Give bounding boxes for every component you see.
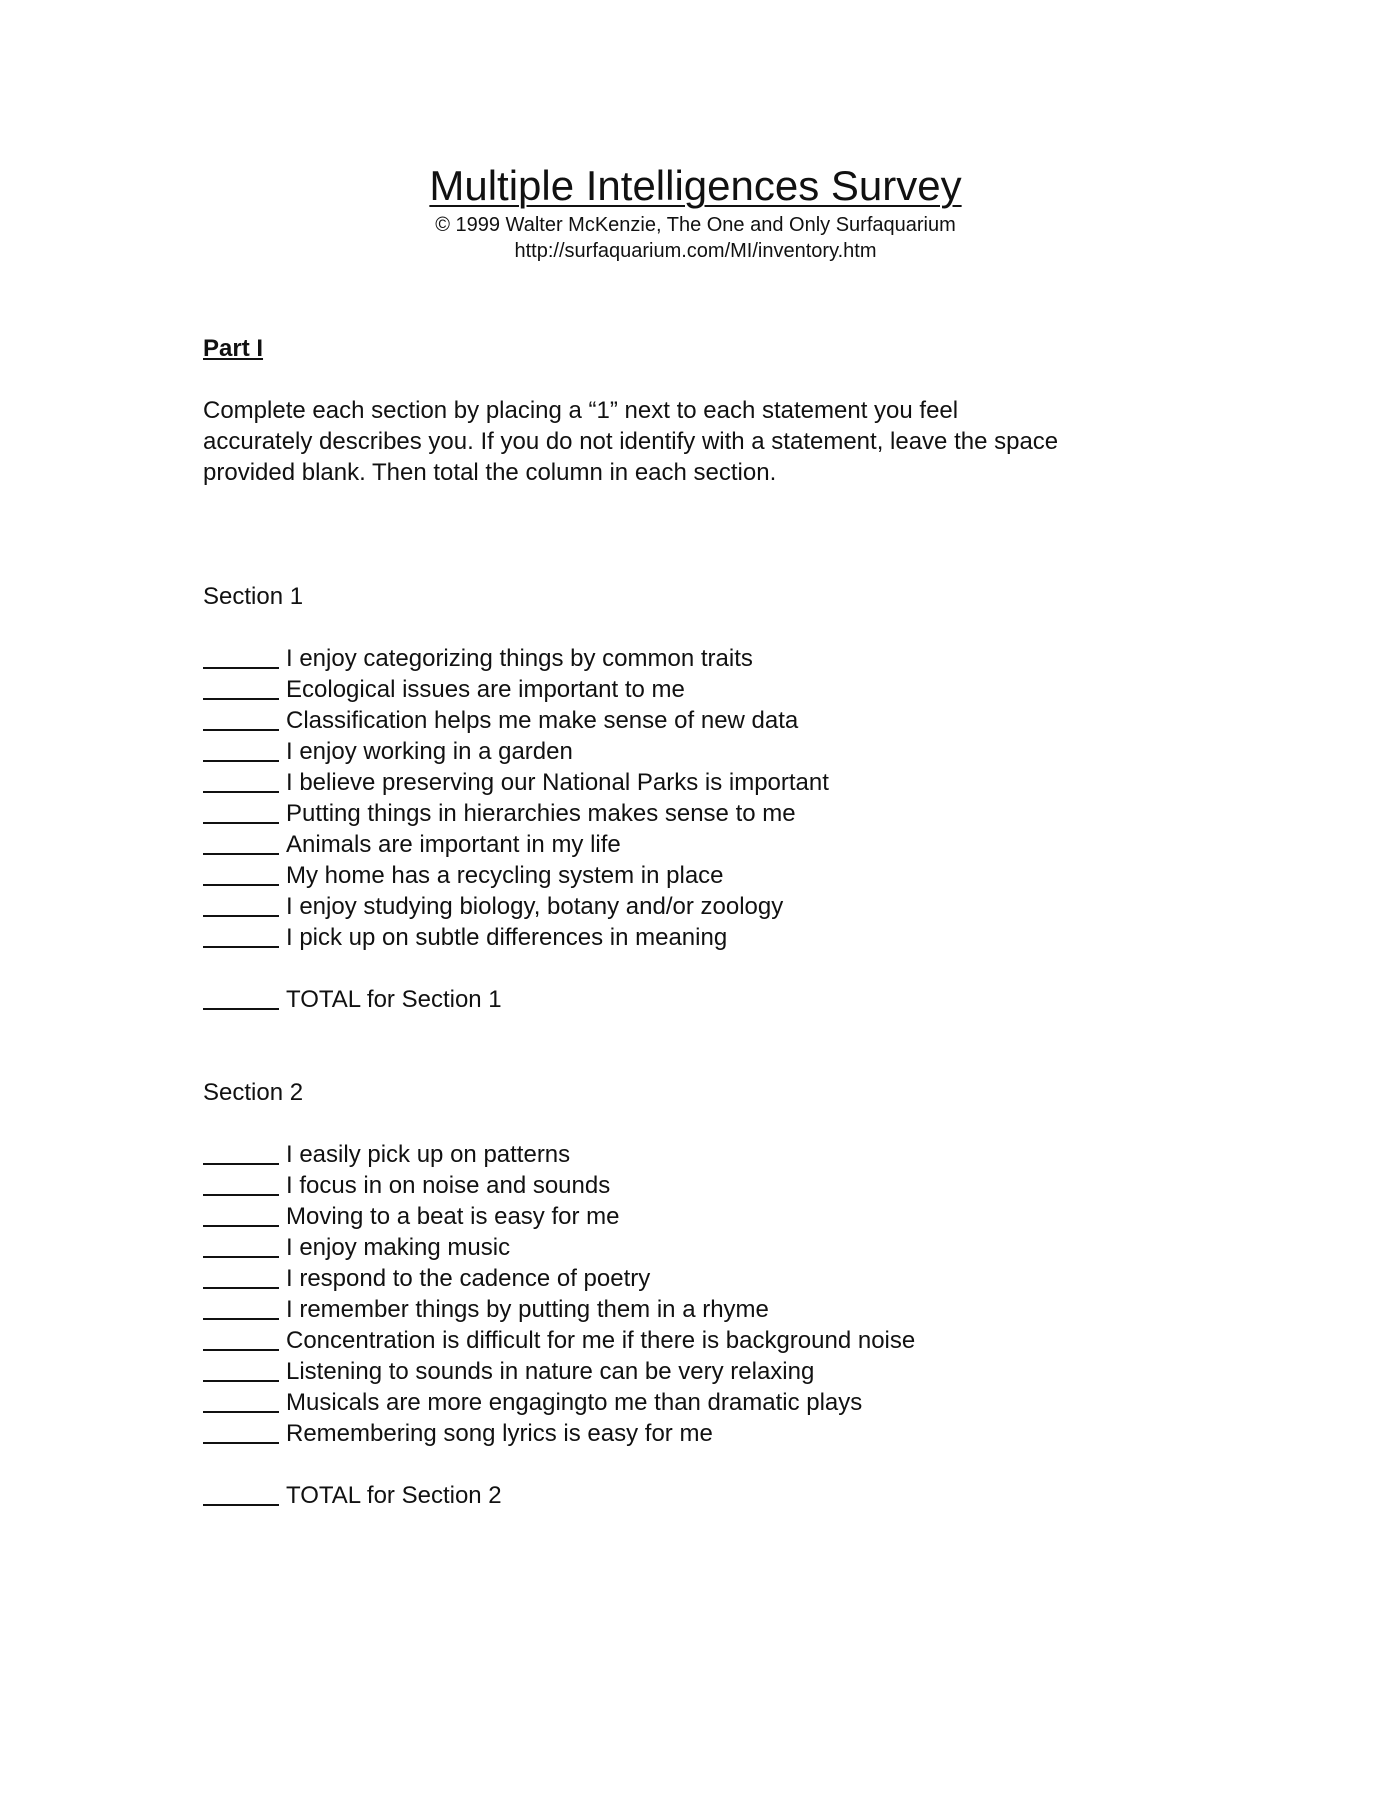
survey-statement: I enjoy studying biology, botany and/or zoology (286, 893, 784, 920)
total-blank[interactable] (203, 1480, 279, 1506)
total-blank[interactable] (203, 984, 279, 1010)
survey-statement: I enjoy categorizing things by common traits (286, 645, 753, 672)
copyright-line: © 1999 Walter McKenzie, The One and Only Surfaquarium (435, 214, 956, 236)
survey-item (203, 1325, 1203, 1356)
answer-blank[interactable] (203, 643, 279, 669)
survey-item (203, 922, 1203, 953)
section-2-items (203, 1139, 1203, 1449)
section-1-items (203, 643, 1203, 953)
survey-statement: I enjoy working in a garden (286, 738, 573, 765)
total-label: TOTAL for Section 2 (286, 1482, 502, 1509)
instructions-line: accurately describes you. If you do not identify with a statement, leave the space (203, 428, 1059, 455)
answer-blank[interactable] (203, 1356, 279, 1382)
survey-item (203, 1356, 1203, 1387)
survey-statement: I enjoy making music (286, 1234, 511, 1261)
survey-item (203, 1139, 1203, 1170)
answer-blank[interactable] (203, 1418, 279, 1444)
survey-item (203, 1201, 1203, 1232)
source-url: http://surfaquarium.com/MI/inventory.htm (514, 240, 877, 262)
instructions-line: Complete each section by placing a “1” next to each statement you feel (203, 397, 959, 424)
survey-statement: Classification helps me make sense of new data (286, 707, 799, 734)
survey-statement: Ecological issues are important to me (286, 676, 685, 703)
answer-blank[interactable] (203, 891, 279, 917)
survey-item (203, 674, 1203, 705)
answer-blank[interactable] (203, 1325, 279, 1351)
answer-blank[interactable] (203, 798, 279, 824)
survey-item (203, 829, 1203, 860)
answer-blank[interactable] (203, 736, 279, 762)
survey-statement: Listening to sounds in nature can be very relaxing (286, 1358, 815, 1385)
answer-blank[interactable] (203, 1170, 279, 1196)
total-label: TOTAL for Section 1 (286, 986, 502, 1013)
document-header (0, 160, 1391, 264)
survey-statement: I easily pick up on patterns (286, 1141, 571, 1168)
survey-statement: I remember things by putting them in a rhyme (286, 1296, 769, 1323)
survey-item (203, 1418, 1203, 1449)
answer-blank[interactable] (203, 1294, 279, 1320)
answer-blank[interactable] (203, 1387, 279, 1413)
survey-item (203, 736, 1203, 767)
answer-blank[interactable] (203, 1139, 279, 1165)
section-1-total (203, 984, 1203, 1015)
survey-item (203, 860, 1203, 891)
survey-statement: I focus in on noise and sounds (286, 1172, 611, 1199)
answer-blank[interactable] (203, 767, 279, 793)
survey-item (203, 705, 1203, 736)
document-title: Multiple Intelligences Survey (429, 162, 962, 209)
survey-item (203, 891, 1203, 922)
survey-statement: Moving to a beat is easy for me (286, 1203, 620, 1230)
answer-blank[interactable] (203, 1232, 279, 1258)
answer-blank[interactable] (203, 1201, 279, 1227)
section-2-title: Section 2 (203, 1079, 304, 1106)
survey-statement: Musicals are more engagingto me than dramatic plays (286, 1389, 863, 1416)
survey-statement: I believe preserving our National Parks is important (286, 769, 829, 796)
survey-statement: I respond to the cadence of poetry (286, 1265, 651, 1292)
survey-item (203, 1232, 1203, 1263)
section-1-title: Section 1 (203, 583, 304, 610)
survey-content (203, 333, 1203, 1511)
survey-item (203, 767, 1203, 798)
survey-item (203, 643, 1203, 674)
part-title: Part I (203, 335, 264, 362)
answer-blank[interactable] (203, 860, 279, 886)
answer-blank[interactable] (203, 705, 279, 731)
survey-statement: Concentration is difficult for me if there is background noise (286, 1327, 916, 1354)
survey-statement: Putting things in hierarchies makes sense to me (286, 800, 796, 827)
section-2-total (203, 1480, 1203, 1511)
survey-item (203, 1387, 1203, 1418)
survey-item (203, 1263, 1203, 1294)
survey-item (203, 1170, 1203, 1201)
survey-statement: I pick up on subtle differences in meaning (286, 924, 728, 951)
answer-blank[interactable] (203, 1263, 279, 1289)
instructions (203, 395, 1203, 488)
survey-statement: My home has a recycling system in place (286, 862, 724, 889)
answer-blank[interactable] (203, 922, 279, 948)
instructions-line: provided blank. Then total the column in each section. (203, 459, 777, 486)
answer-blank[interactable] (203, 674, 279, 700)
survey-statement: Remembering song lyrics is easy for me (286, 1420, 713, 1447)
survey-statement: Animals are important in my life (286, 831, 621, 858)
survey-item (203, 1294, 1203, 1325)
survey-item (203, 798, 1203, 829)
answer-blank[interactable] (203, 829, 279, 855)
